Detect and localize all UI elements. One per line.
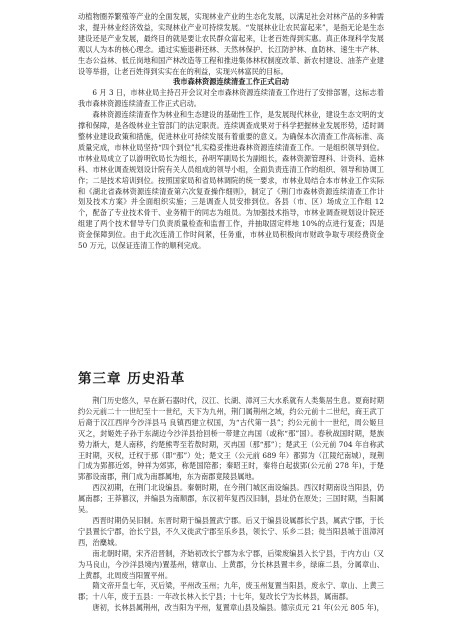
history-section [78, 396, 384, 614]
intro-section [78, 12, 384, 252]
chapter-title: 第三章 历史沿革 [78, 371, 186, 387]
paragraph: 西汉初期，在荆门北设编县。秦朝时期，在今荆门城区南设编县。西汉时期南设当阳县，仍属南郡；王莽篡汉，并编县为南顺郡，东汉初年复西汉旧制，县址仍在原处；三国时期，当阳属吴。 [78, 483, 384, 515]
paragraph: 6 月 3 日，市林业局主持召开会议对全市森林资源连续清查工作进行了安排部署，这标志着我市森林资源连续清查工作正式启动。 [78, 88, 384, 109]
paragraph: 森林资源连续清查作为林业和生态建设的基础性工作，是发展现代林业，建设生态文明的支撑和保障，是各级林业主管部门的法定职责。连续调查成果对于科学把握林业发展形势，适时调整林业建设政策和措施，促进林业可持续发展有着重要的意义。为确保本次清查工作高标准、高质量完成，市林业局坚持“四个到位”扎实稳妥推进森林资源连续清查工作。一是组织领导到位。市林业局成立了以游明钦局长为组长，孙明军副局长为副组长，森林资源管理科、计资科、造林科、市林业调查规划设计院有关人员组成的领导小组，全面负责连清工作的组织、领导和协调工作；二是技术培训到位。按照国家局和省局林调院的统一要求，市林业局结合本市林业工作实际和《湖北省森林资源连续清查第六次复查操作细则》，制定了《荆门市森林资源连续清查工作计划及技术方案》并全面组织实施；三是调查人员安排到位。各县（市、区）场成立工作组 12 个，配备了专业技术骨干、业务精干的同志为组员。为加强技术指导，市林业调查规划设计院还组建了两个技术督导专门负责质量检查和监督工作，并抽取固定样地 10%的点进行复查；四是资金保障到位。由于此次连清工作时间紧，任务重，市林业局积极向市财政争取专项经费资金 50 万元，以保证连清工作的顺利完成。 [78, 110, 384, 251]
paragraph: 荆门历史悠久，早在新石器时代，汉江、长湖、漳河三大水系就有人类集居生息。夏商时期约公元前二十一世纪至十一世纪，天下为九州，荆门属荆州之域，约公元前十二世纪，商王武丁后裔于汉江西岸今沙洋县马 良镇西建立权国，为“古代第一县”；约公元前十一世纪，周公姬旦灭之，封姬姓子孙于东湖边今沙洋县拾回桥一带建立冉国（或称“那”国）。春秋战国时期，楚族势力渐大，楚人南移，约楚熊咢至若敖时期，灭冉国（那“那”）；楚武王（公元前 704 年自称武王时期，灭权，迁权于那（即“那”）处；楚文王（公元前 689 年）都郢为（江陵纪南城），现荆门成为郢都近郊，钟祥为郊郢，称楚国陪都；秦昭王时，秦将白起拔郢(公元前 278 年)，于楚郢都设南郡，荆门成为南郡属地，东为南郡竟陵县属地。 [78, 396, 384, 482]
paragraph: 南北朝时期，宋齐沿晋制，齐始初改长宁郡为永宁郡，后梁废编县入长宁县，于内方山（又为马良山，今沙洋县境内)置基州，辖章山、上黄郡，分长林县置丰乡，绿麻二县，分属章山、上黄郡，北周废当阳置平州。 [78, 548, 384, 580]
paragraph: 隋文帝开皇七年，灭后梁，平州改玉州；九年，废玉州复置当阳县，废永宁、章山、上黄三郡；十八年，废于五县：一年改长林入长宁县；十七年，复改长宁为长林县，属南郡。 [78, 581, 384, 602]
section-subheading: 我市森林资源连续清查工作正式启动 [173, 77, 289, 87]
paragraph: 动植物圈养繁殖等产业的全面发展，实现林业产业的生态化发展，以满足社会对林产品的多种需求，提升林业经济效益，实现林业产业可持续发展。“发展林业让农民富起来”，是指无论是生态建设还是产业发展，最终目的就是要让农民群众富起来，让老百姓得到实惠。真正体现科学发展观以人为本的核心理念。通过实施退耕还林、天然林保护、长江防护林、血防林、速生丰产林、生态公益林、低丘岗地和国产林改造等工程和推进集体林权制度改革、新农村建设、油茶产业建设等举措，让老百姓得到实实在在的利益，实现兴林富民的目标。 [78, 12, 384, 76]
paragraph: 唐初，长林县属荆州，改当阳为平州，复置章山县及编县。德宗贞元 21 年(公元 805 年)， [92, 603, 384, 613]
paragraph: 西晋时期仍吴旧制。东晋时期于编县置武宁郡。后又于编县设属郡长宁县，属武宁郡，于长宁县置长宁郡，治长宁县，不久又徙武宁郡至乐乡县，领长宁、乐乡二县；徙当阳县城于沮漳河西，治麋城。 [78, 515, 384, 547]
